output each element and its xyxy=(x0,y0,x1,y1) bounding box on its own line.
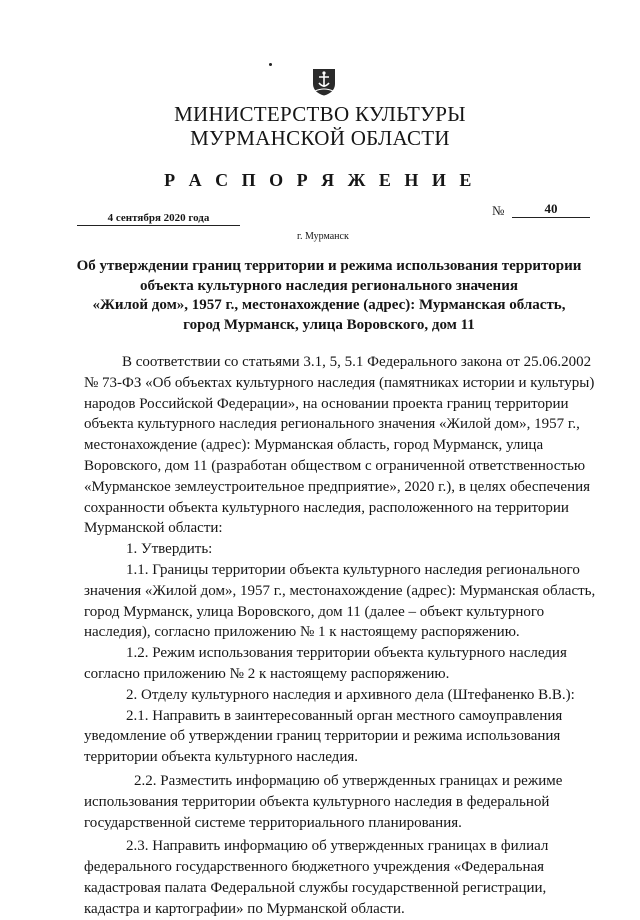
order-number: 40 xyxy=(512,201,590,218)
document-subject xyxy=(70,257,588,335)
body-line: № 73-ФЗ «Об объектах культурного наследия (памятниках истории и культуры) xyxy=(84,374,595,391)
body-line: народов Российской Федерации», на основании проекта границ территории xyxy=(84,395,569,412)
body-line: местонахождение (адрес): Мурманская область, город Мурманск, улица xyxy=(84,437,544,454)
clause-2-heading: 2. Отделу культурного наследия и архивного дела (Штефаненко В.В.): xyxy=(126,686,575,703)
body-line: сохранности объекта культурного наследия, расположенного на территории xyxy=(84,499,569,516)
body-line: 2.1. Направить в заинтересованный орган местного самоуправления xyxy=(126,707,563,724)
ministry-name-line2: МУРМАНСКОЙ ОБЛАСТИ xyxy=(190,126,450,150)
order-date: 4 сентября 2020 года xyxy=(77,212,240,226)
body-line: кадастровая палата Федеральной службы государственной регистрации, xyxy=(84,879,547,896)
body-line: согласно приложению № 2 к настоящему распоряжению. xyxy=(84,665,450,682)
body-line: территории объекта культурного наследия. xyxy=(84,749,358,766)
body-line: объекта культурного наследия регионального значения «Жилой дом», 1957 г., xyxy=(84,416,580,433)
body-line: В соответствии со статьями 3.1, 5, 5.1 Федерального закона от 25.06.2002 xyxy=(122,354,592,370)
ministry-name-line1: МИНИСТЕРСТВО КУЛЬТУРЫ xyxy=(174,102,466,126)
body-line: уведомление об утверждении границ территории и режима использования xyxy=(84,728,561,745)
body-line: государственной системе территориального планирования. xyxy=(84,814,462,831)
issue-city: г. Мурманск xyxy=(297,231,349,242)
coat-of-arms-emblem-icon xyxy=(312,68,336,96)
body-line: 1.2. Режим использования территории объекта культурного наследия xyxy=(126,645,567,662)
subject-line: город Мурманск, улица Воровского, дом 11 xyxy=(183,316,475,333)
body-line: Воровского, дом 11 (разработан обществом с ограниченной ответственностью xyxy=(84,457,586,474)
body-line: 1.1. Границы территории объекта культурного наследия регионального xyxy=(126,561,580,578)
document-type-title: Р А С П О Р Я Ж Е Н И Е xyxy=(164,170,476,190)
number-sign: № xyxy=(492,203,505,218)
body-line: город Мурманск, улица Воровского, дом 11 (далее – объект культурного xyxy=(84,603,545,620)
subject-line: объекта культурного наследия регионального значения xyxy=(140,277,518,294)
scan-speck xyxy=(269,63,272,66)
body-line: наследия), согласно приложению № 1 к настоящему распоряжению. xyxy=(84,624,520,641)
body-line: федерального государственного бюджетного учреждения «Федеральная xyxy=(84,859,545,876)
body-line: значения «Жилой дом», 1957 г., местонахождение (адрес): Мурманская область, xyxy=(84,582,596,599)
body-line: 2.2. Разместить информацию об утвержденных границах и режиме xyxy=(134,772,563,789)
body-line: использования территории объекта культурного наследия в федеральной xyxy=(84,793,550,810)
clause-1-heading: 1. Утвердить: xyxy=(126,541,213,558)
document-body xyxy=(84,352,601,920)
body-line: Мурманской области: xyxy=(84,520,223,537)
body-line: «Мурманское землеустроительное предприятие», 2020 г.), в целях обеспечения xyxy=(84,478,591,495)
subject-line: «Жилой дом», 1957 г., местонахождение (адрес): Мурманская область, xyxy=(92,297,566,313)
body-line: 2.3. Направить информацию об утвержденных границах в филиал xyxy=(126,838,549,855)
body-line: кадастра и картографии» по Мурманской области. xyxy=(84,900,405,917)
subject-line: Об утверждении границ территории и режима использования территории xyxy=(76,258,582,274)
